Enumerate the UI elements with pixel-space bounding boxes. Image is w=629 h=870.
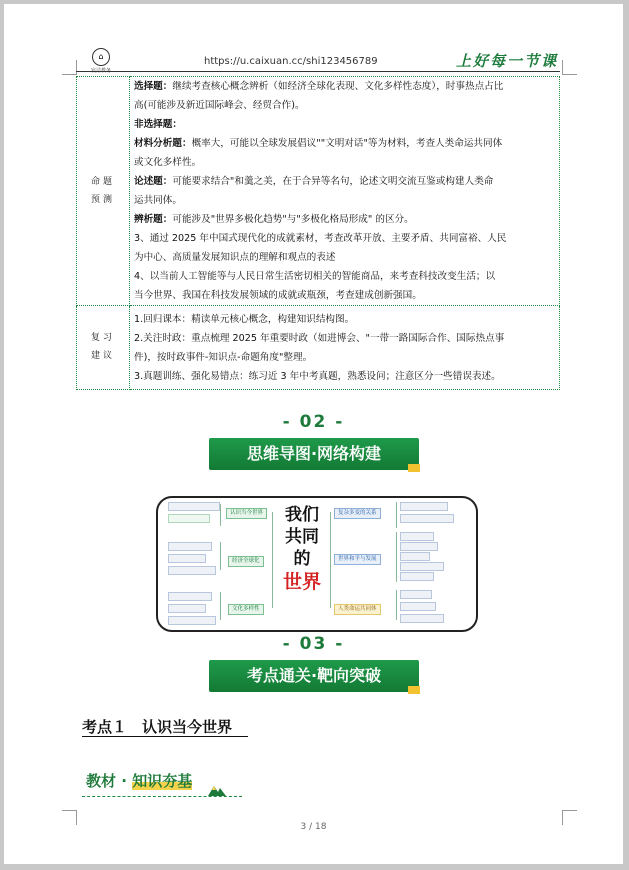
branch-line	[396, 532, 397, 582]
content-line: 件)，按时政事件-知识点-命题角度"整理。	[134, 351, 313, 363]
content-line: 4、以当前人工智能等与人民日常生活密切相关的智能商品，来考查科技改变生活；以	[134, 271, 496, 282]
branch-line	[330, 512, 331, 608]
content-line: 2.关注时政：重点梳理 2025 年重要时政（如进博会、"一带一路国际合作、国际热点事	[134, 332, 505, 344]
branch-line	[220, 542, 221, 570]
content-line: 3.真题训练、强化易错点：练习近 3 年中考真题，熟悉设问；注意区分一些错误表述。	[134, 370, 501, 382]
content-line: 论述题：可能要求结合"和羹之美，在于合异等名句，论述文明交流互鉴或构建人类命	[134, 176, 494, 187]
row-content	[130, 77, 560, 306]
content-line: 高(可能涉及新近国际峰会、经贸合作)。	[134, 100, 305, 111]
crop-mark-top-right	[562, 60, 577, 75]
logo-emblem-icon: ⌂	[92, 48, 110, 66]
textbook-heading-underline	[82, 796, 242, 797]
content-line: 为中心、高质量发展知识点的理解和观点的表述	[134, 252, 336, 263]
leaf-box	[400, 602, 436, 611]
content-line: 材料分析题：概率大，可能以全球发展倡议""文明对话"等为材料，考查人类命运共同体	[134, 138, 503, 149]
row-content	[130, 306, 560, 390]
textbook-knowledge-heading: 教材 · 知识夯基	[86, 772, 193, 790]
branch-line	[220, 592, 221, 620]
content-line: 或文化多样性。	[134, 157, 202, 168]
header-slogan: 上好每一节课	[456, 52, 559, 70]
content-line: 非选择题：	[134, 119, 182, 130]
exam-prediction-table	[76, 76, 560, 390]
leaf-box	[168, 592, 212, 601]
leaf-box	[168, 566, 216, 575]
mindmap-node-right: 世界和平与发展	[334, 554, 381, 565]
mindmap-node-right: 人类命运共同体	[334, 604, 381, 615]
banner-accent	[408, 686, 420, 694]
leaf-box	[400, 552, 430, 561]
content-line: 选择题：继续考查核心概念辨析（如经济全球化表现、文化多样性态度），时事热点占比	[134, 81, 504, 92]
leaf-box	[400, 502, 448, 511]
leaf-box	[168, 502, 220, 511]
mindmap-node-right: 复杂多变的关系	[334, 508, 381, 519]
leaf-box	[400, 562, 444, 571]
section-03-number: - 03 -	[282, 634, 345, 654]
leaf-box	[400, 590, 432, 599]
topic-heading: 考点１ 认识当今世界	[82, 718, 233, 736]
mindmap-node-left: 文化多样性	[228, 604, 264, 615]
content-line: 当今世界、我国在科技发展领域的成就或瓶颈，考查建成创新强国。	[134, 290, 422, 301]
mindmap-node-left: 经济全球化	[228, 556, 264, 567]
row-label: 命题预测	[77, 77, 130, 306]
content-line: 辨析题：可能涉及"世界多极化趋势"与"多极化格局形成" 的区分。	[134, 214, 414, 225]
branch-line	[396, 590, 397, 620]
crop-mark-top-left	[62, 60, 77, 75]
branch-line	[272, 512, 273, 608]
section-03-banner: 考点通关·靶向突破	[209, 660, 419, 692]
content-line: 3、通过 2025 年中国式现代化的成就素材，考查改革开放、主要矛盾、共同富裕、人民	[134, 233, 507, 244]
leaf-box	[400, 532, 434, 541]
content-line: 1.回归课本：精读单元核心概念，构建知识结构图。	[134, 313, 355, 325]
branch-line	[396, 502, 397, 528]
mind-map	[156, 496, 478, 632]
leaf-box	[400, 614, 444, 623]
page-number: 3 / 18	[300, 822, 327, 832]
table-row	[77, 306, 560, 390]
leaf-box	[168, 554, 206, 563]
leaf-box	[400, 542, 438, 551]
mindmap-node-left: 认识当今世界	[226, 508, 267, 519]
mountain-icon	[208, 782, 226, 796]
leaf-box	[168, 604, 206, 613]
table-row	[77, 77, 560, 306]
leaf-box	[168, 514, 210, 523]
leaf-box	[400, 514, 454, 523]
content-line: 运共同体。	[134, 195, 182, 206]
header-url[interactable]: https://u.caixuan.cc/shi123456789	[204, 56, 378, 67]
banner-accent	[408, 464, 420, 472]
section-02-banner: 思维导图·网络构建	[209, 438, 419, 470]
section-02-number: - 02 -	[282, 412, 345, 432]
header-divider	[76, 71, 560, 72]
row-label: 复习建议	[77, 306, 130, 390]
topic-heading-underline	[82, 736, 248, 737]
branch-line	[220, 504, 221, 526]
document-page	[4, 4, 623, 864]
logo-text: 宸洁教务	[90, 68, 111, 74]
leaf-box	[400, 572, 434, 581]
leaf-box	[168, 542, 212, 551]
leaf-box	[168, 616, 216, 625]
mind-map-center-title: 我们 共同 的 世界	[282, 505, 321, 593]
